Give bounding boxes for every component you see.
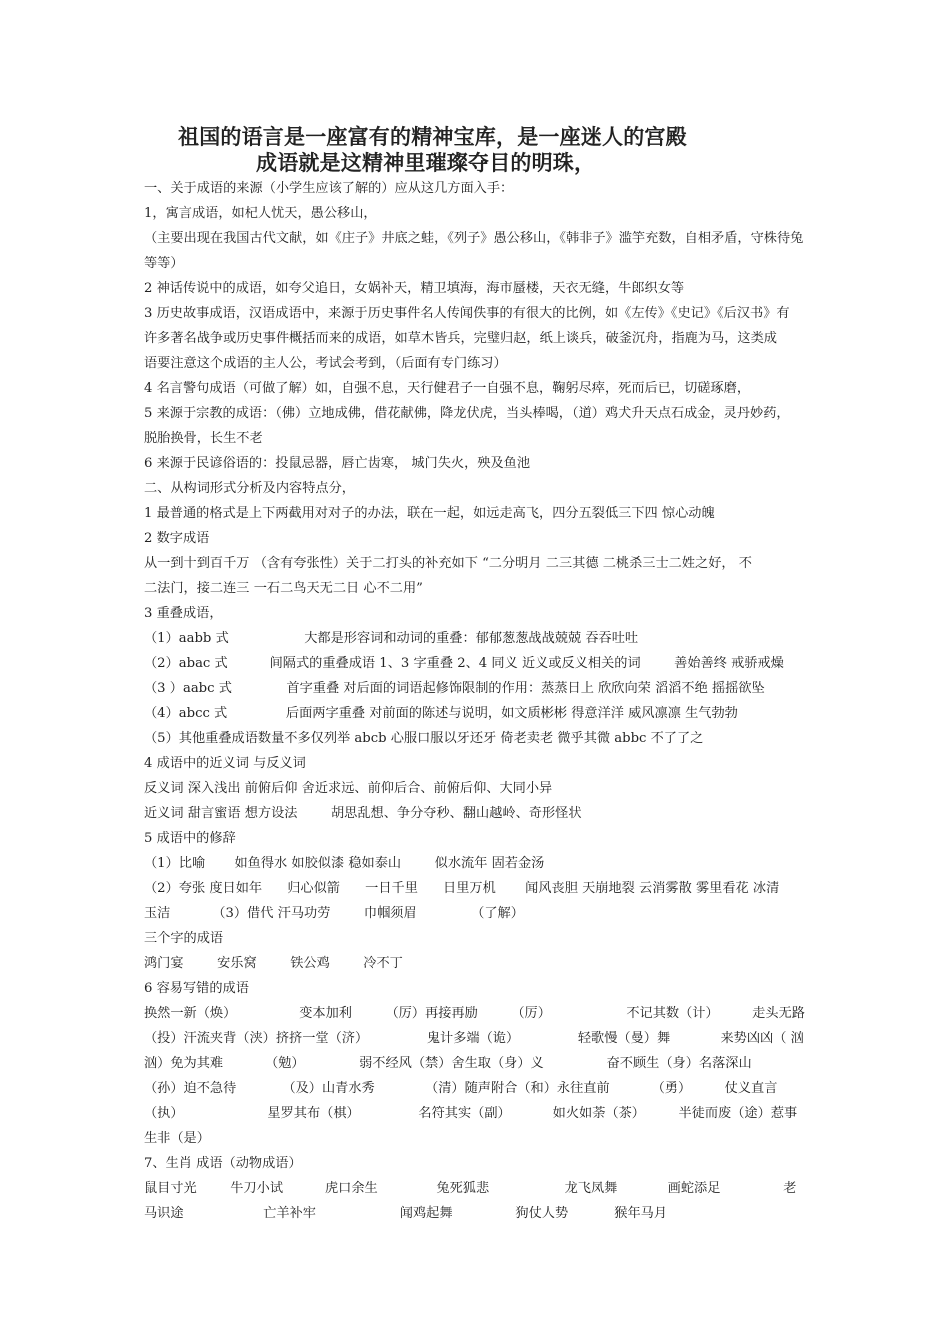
text-line: 鸿门宴 安乐窝 铁公鸡 冷不丁 xyxy=(144,956,403,971)
text-line: 许多著名战争或历史事件概括而来的成语，如草木皆兵，完璧归赵，纸上谈兵，破釜沉舟，指鹿为马，这类成 xyxy=(144,331,777,346)
text-line: 4 成语中的近义词 与反义词 xyxy=(144,756,306,771)
text-line: 等等） xyxy=(144,256,184,271)
text-line: （4）abcc 式 后面两字重叠 对前面的陈述与说明，如文质彬彬 得意洋洋 威风凛凛 生气勃勃 xyxy=(144,706,738,721)
text-line: 3 重叠成语， xyxy=(144,606,223,621)
document-title-line-1: 祖国的语言是一座富有的精神宝库，是一座迷人的宫殿 xyxy=(178,124,687,149)
text-line: 1 最普通的格式是上下两截用对对子的办法，联在一起，如远走高飞，四分五裂低三下四 惊心动魄 xyxy=(144,506,715,521)
text-line: （投）汗流夹背（浃）挤挤一堂（济） 鬼计多端（诡） 轻歌慢（曼）舞 来势凶凶（ 汹 xyxy=(144,1031,804,1046)
text-line: 一、关于成语的来源（小学生应该了解的）应从这几方面入手： xyxy=(144,181,514,196)
text-line: 马识途 亡羊补牢 闻鸡起舞 狗仗人势 猴年马月 xyxy=(144,1206,668,1221)
text-line: 生非（是） xyxy=(144,1131,210,1146)
text-line: 6 容易写错的成语 xyxy=(144,981,249,996)
document-body xyxy=(144,176,810,1226)
text-line: 近义词 甜言蜜语 想方设法 胡思乱想、争分夺秒、翻山越岭、奇形怪状 xyxy=(144,806,582,821)
text-line: （1）aabb 式 大都是形容词和动词的重叠：郁郁葱葱战战兢兢 吞吞吐吐 xyxy=(144,631,639,646)
text-line: 6 来源于民谚俗语的：投鼠忌器，唇亡齿寒， 城门失火，殃及鱼池 xyxy=(144,456,531,471)
text-line: 汹）免为其难 （勉） 弱不经风（禁）舍生取（身）义 奋不顾生（身）名落深山 xyxy=(144,1056,752,1071)
text-line: 脱胎换骨，长生不老 xyxy=(144,431,263,446)
document-title-line-2: 成语就是这精神里璀璨夺目的明珠， xyxy=(256,150,596,175)
text-line: 5 来源于宗教的成语：（佛）立地成佛，借花献佛，降龙伏虎，当头棒喝，（道）鸡犬升天点石成金，灵丹妙药， xyxy=(144,406,790,421)
text-line: 鼠目寸光 牛刀小试 虎口余生 兔死狐悲 龙飞凤舞 画蛇添足 老 xyxy=(144,1181,797,1196)
text-line: 2 数字成语 xyxy=(144,531,210,546)
text-line: 反义词 深入浅出 前俯后仰 舍近求远、前仰后合、前俯后仰、大同小异 xyxy=(144,781,553,796)
text-line: （2）夸张 度日如年 归心似箭 一日千里 日里万机 闻风丧胆 天崩地裂 云消雾散 雾里看花 冰清 xyxy=(144,881,780,896)
text-line: 玉洁 （3）借代 汗马功劳 巾帼须眉 （了解） xyxy=(144,906,524,921)
text-line: （主要出现在我国古代文献，如《庄子》井底之蛙，《列子》愚公移山，《韩非子》滥竽充数，自相矛盾，守株待兔 xyxy=(144,231,804,246)
text-line: 5 成语中的修辞 xyxy=(144,831,236,846)
text-line: （执） 星罗其布（棋） 名符其实（副） 如火如荼（茶） 半徒而废（途）惹事 xyxy=(144,1106,798,1121)
text-line: （3 ）aabc 式 首字重叠 对后面的词语起修饰限制的作用：蒸蒸日上 欣欣向荣 滔滔不绝 摇摇欲坠 xyxy=(144,681,765,696)
text-line: 1，寓言成语，如杞人忧天，愚公移山， xyxy=(144,206,377,221)
text-line: 从一到十到百千万 （含有夸张性）关于二打头的补充如下 “二分明月 二三其德 二桃杀三士二姓之好， 不 xyxy=(144,556,752,571)
text-line: （孙）迫不急待 （及）山青水秀 （清）随声附合（和）永往直前 （勇） 仗义直言 xyxy=(144,1081,778,1096)
text-line: 3 历史故事成语，汉语成语中，来源于历史事件名人传闻佚事的有很大的比例，如《左传》《史记》《后汉书》有 xyxy=(144,306,790,321)
text-line: 7、生肖 成语（动物成语） xyxy=(144,1156,302,1171)
text-line: （5）其他重叠成语数量不多仅列举 abcb 心服口服以牙还牙 倚老卖老 微乎其微 abbc 不了了之 xyxy=(144,731,704,746)
text-line: 4 名言警句成语（可做了解）如，自强不息，天行健君子一自强不息，鞠躬尽瘁，死而后已，切磋琢磨， xyxy=(144,381,751,396)
text-line: 2 神话传说中的成语，如夸父追日，女娲补天，精卫填海，海市蜃楼，天衣无缝，牛郎织女等 xyxy=(144,281,685,296)
text-line: 三个字的成语 xyxy=(144,931,224,946)
text-line: 二法门，接二连三 一石二鸟天无二日 心不二用” xyxy=(144,581,423,596)
text-line: 换然一新（焕） 变本加利 （厉）再接再励 （厉） 不记其数（计） 走头无路 xyxy=(144,1006,805,1021)
text-line: （2）abac 式 间隔式的重叠成语 1、3 字重叠 2、4 同义 近义或反义相关的词 善始善终 戒骄戒燥 xyxy=(144,656,784,671)
text-line: 语要注意这个成语的主人公，考试会考到，（后面有专门练习） xyxy=(144,356,507,371)
text-line: （1）比喻 如鱼得水 如胶似漆 稳如泰山 似水流年 固若金汤 xyxy=(144,856,545,871)
text-line: 二、从构词形式分析及内容特点分， xyxy=(144,481,355,496)
